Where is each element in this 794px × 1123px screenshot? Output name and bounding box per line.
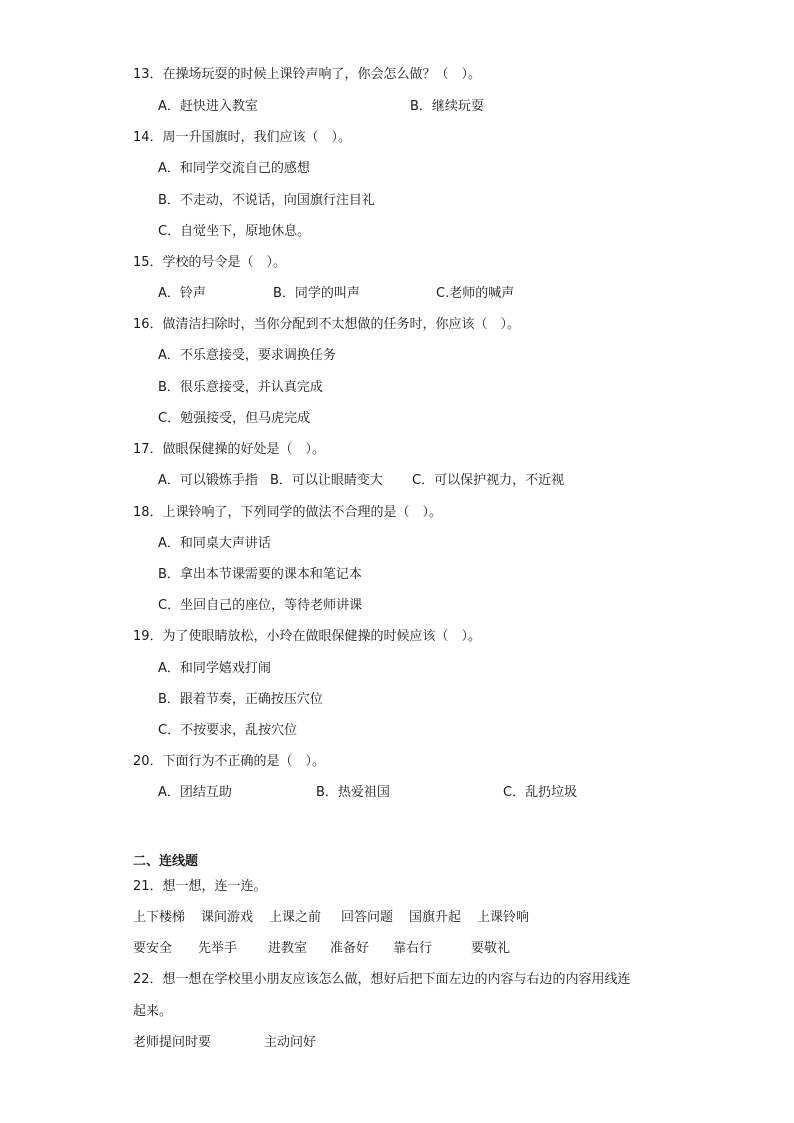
q17-option-c: C．可以保护视力，不近视 [412, 473, 565, 488]
q19-option-b: B．跟着节奏，正确按压穴位 [158, 692, 323, 707]
q21-right-item: 进教室 [268, 941, 308, 956]
q15-option-c: C.老师的喊声 [436, 286, 515, 301]
q21-left-item: 课间游戏 [201, 910, 254, 925]
q21-left-item: 上下楼梯 [133, 910, 186, 925]
q18-option-c: C．坐回自己的座位，等待老师讲课 [158, 598, 363, 613]
q14-option-a: A．和同学交流自己的感想 [158, 161, 310, 176]
q17-option-a: A．可以锻炼手指 [158, 473, 258, 488]
q21-right-item: 要敬礼 [471, 941, 511, 956]
question-14-stem: 14．周一升国旗时，我们应该（ ）。 [133, 130, 352, 145]
q18-option-a: A．和同桌大声讲话 [158, 536, 271, 551]
q21-left-item: 回答问题 [341, 910, 394, 925]
q21-left-item: 上课之前 [269, 910, 322, 925]
question-13-stem: 13．在操场玩耍的时候上课铃声响了，你会怎么做？（ ）。 [133, 67, 482, 82]
q14-option-b: B．不走动，不说话，向国旗行注目礼 [158, 193, 375, 208]
question-20-stem: 20．下面行为不正确的是（ ）。 [133, 754, 326, 769]
question-19-stem: 19．为了使眼睛放松，小玲在做眼保健操的时候应该（ ）。 [133, 629, 482, 644]
q14-option-c: C．自觉坐下，原地休息。 [158, 224, 311, 239]
q21-right-item: 要安全 [133, 941, 173, 956]
q21-right-item: 靠右行 [393, 941, 433, 956]
question-18-stem: 18．上课铃响了，下列同学的做法不合理的是（ ）。 [133, 505, 443, 520]
question-22-stem-continued: 起来。 [133, 1004, 173, 1019]
q15-option-a: A．铃声 [158, 286, 206, 301]
q16-option-b: B．很乐意接受，并认真完成 [158, 380, 323, 395]
question-17-stem: 17．做眼保健操的好处是（ ）。 [133, 442, 326, 457]
question-21-stem: 21．想一想，连一连。 [133, 879, 267, 894]
q16-option-a: A．不乐意接受，要求调换任务 [158, 348, 336, 363]
section-heading: 二、连线题 [133, 854, 199, 869]
q20-option-a: A．团结互助 [158, 785, 232, 800]
q16-option-c: C．勉强接受，但马虎完成 [158, 411, 311, 426]
question-15-stem: 15．学校的号令是（ ）。 [133, 255, 287, 270]
q22-left-item: 老师提问时要 [133, 1035, 212, 1050]
question-22-stem: 22．想一想在学校里小朋友应该怎么做，想好后把下面左边的内容与右边的内容用线连 [133, 972, 631, 987]
q17-option-b: B．可以让眼睛变大 [270, 473, 383, 488]
q21-right-item: 准备好 [330, 941, 370, 956]
q19-option-a: A．和同学嬉戏打闹 [158, 661, 271, 676]
q13-option-a: A．赶快进入教室 [158, 99, 258, 114]
q22-right-item: 主动问好 [264, 1035, 317, 1050]
q15-option-b: B．同学的叫声 [273, 286, 360, 301]
question-16-stem: 16．做清洁扫除时，当你分配到不太想做的任务时，你应该（ ）。 [133, 317, 521, 332]
q18-option-b: B．拿出本节课需要的课本和笔记本 [158, 567, 362, 582]
q21-left-item: 上课铃响 [477, 910, 530, 925]
q21-left-item: 国旗升起 [409, 910, 462, 925]
q19-option-c: C．不按要求，乱按穴位 [158, 723, 298, 738]
q13-option-b: B．继续玩耍 [410, 99, 484, 114]
q20-option-b: B．热爱祖国 [316, 785, 390, 800]
q20-option-c: C．乱扔垃圾 [503, 785, 578, 800]
q21-right-item: 先举手 [198, 941, 238, 956]
